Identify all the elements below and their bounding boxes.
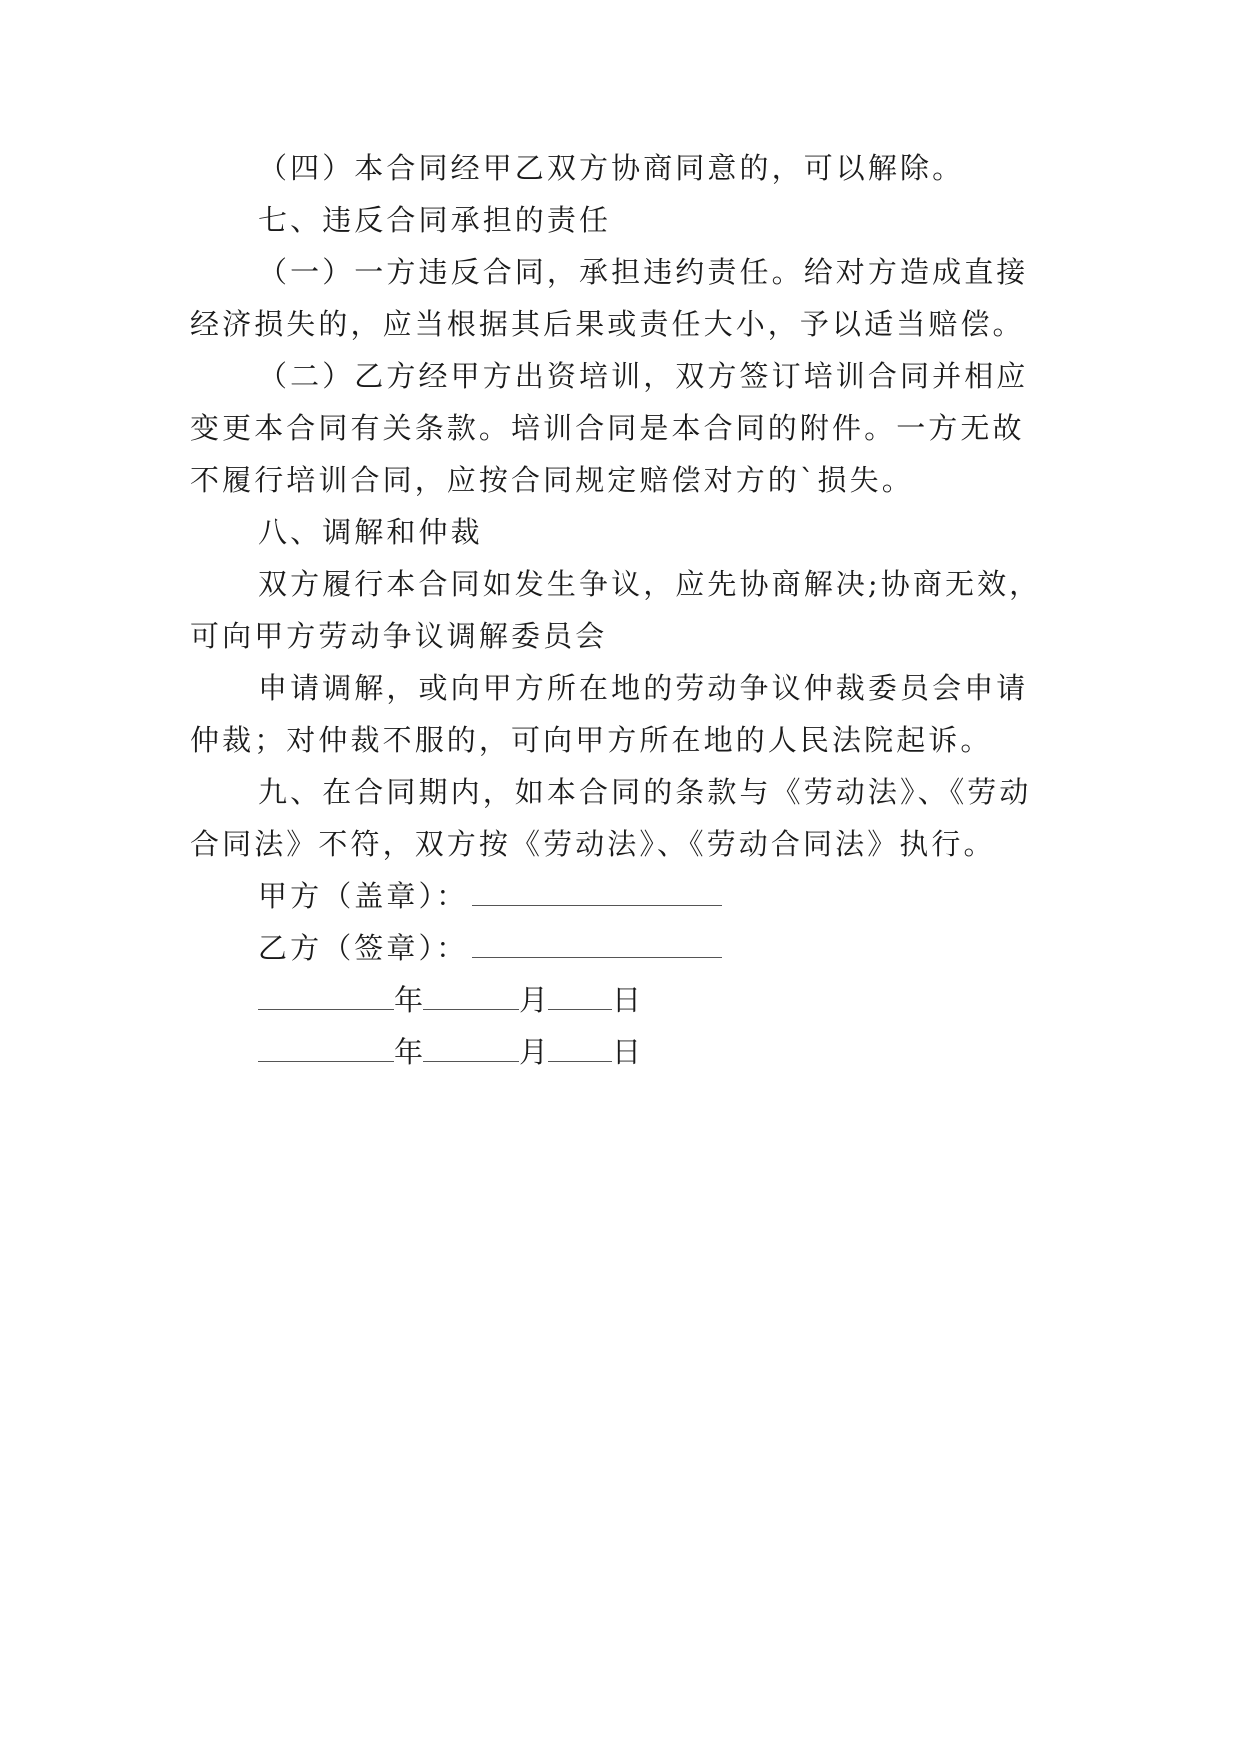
date-line-2 [258,1032,641,1072]
section-heading-8: 八、调解和仲裁 [258,515,483,549]
date-line-1 [258,980,641,1020]
year-label: 年 [394,1035,424,1069]
paragraph-arbitration-line1: 申请调解，或向甲方所在地的劳动争议仲裁委员会申请 [258,671,1029,705]
party-a-label: 甲方（盖章）： [258,879,469,913]
paragraph-liability-2-line2: 变更本合同有关条款。培训合同是本合同的附件。一方无故 [190,411,1025,445]
paragraph-liability-2-line3: 不履行培训合同，应按合同规定赔偿对方的`损失。 [190,463,914,497]
paragraph-termination-4: （四）本合同经甲乙双方协商同意的，可以解除。 [258,151,965,185]
paragraph-dispute-line1: 双方履行本合同如发生争议，应先协商解决;协商无效， [258,567,1042,601]
day-blank [548,983,612,1010]
paragraph-liability-1-line1: （一）一方违反合同，承担违约责任。给对方造成直接 [258,255,1029,289]
party-b-signature [258,928,722,968]
day-blank [548,1035,612,1062]
paragraph-arbitration-line2: 仲裁；对仲裁不服的，可向甲方所在地的人民法院起诉。 [190,723,993,757]
month-blank [423,983,519,1010]
party-a-signature [258,876,722,916]
year-blank [258,983,394,1010]
paragraph-dispute-line2: 可向甲方劳动争议调解委员会 [190,619,608,653]
party-b-label: 乙方（签章）： [258,931,469,965]
year-blank [258,1035,394,1062]
month-label: 月 [519,1035,549,1069]
year-label: 年 [394,983,424,1017]
paragraph-liability-2-line1: （二）乙方经甲方出资培训，双方签订培训合同并相应 [258,359,1029,393]
section-heading-7: 七、违反合同承担的责任 [258,203,612,237]
section-9-line1: 九、在合同期内，如本合同的条款与《劳动法》、《劳动 [258,775,1032,809]
month-label: 月 [519,983,549,1017]
day-label: 日 [612,983,642,1017]
paragraph-liability-1-line2: 经济损失的，应当根据其后果或责任大小，予以适当赔偿。 [190,307,1025,341]
section-9-line2: 合同法》不符，双方按《劳动法》、《劳动合同法》执行。 [190,827,996,861]
day-label: 日 [612,1035,642,1069]
party-a-blank [472,879,722,906]
party-b-blank [472,931,722,958]
month-blank [423,1035,519,1062]
